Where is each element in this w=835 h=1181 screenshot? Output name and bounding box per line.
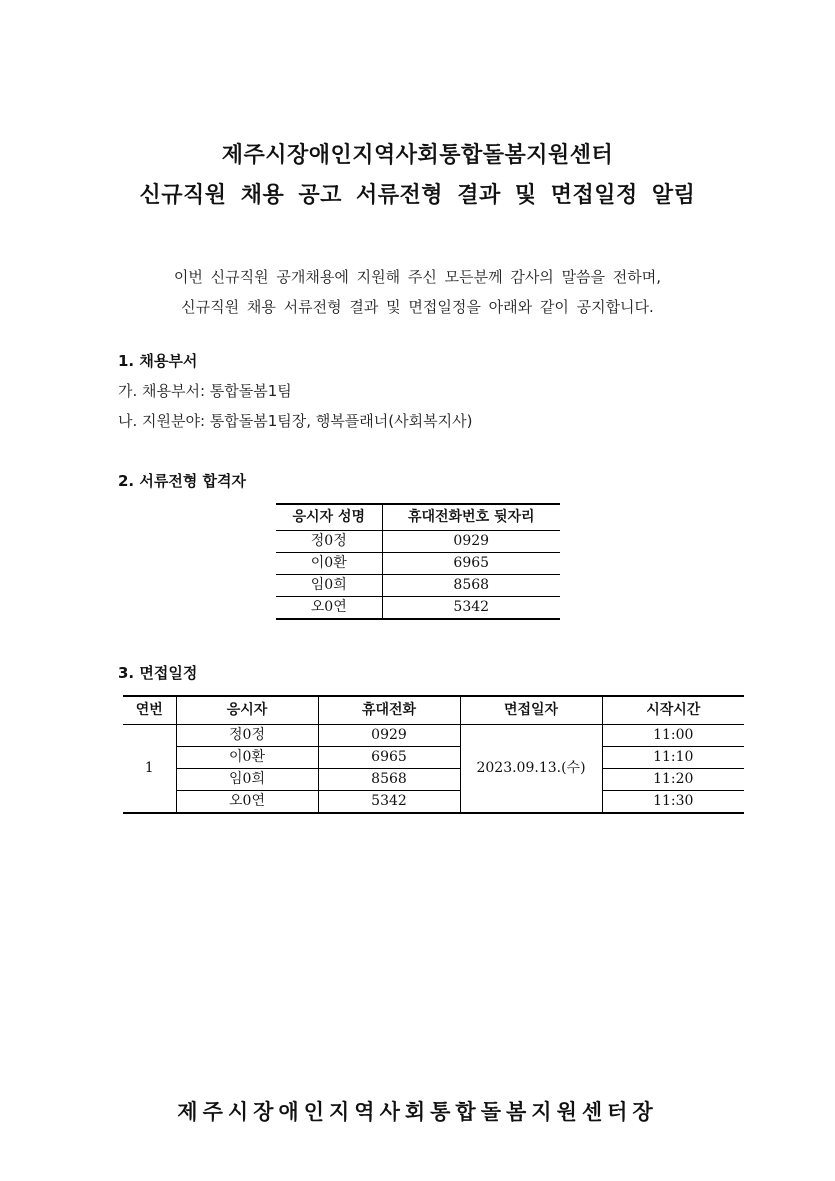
document-title-line1: 제주시장애인지역사회통합돌봄지원센터 <box>221 143 614 168</box>
table-row <box>123 791 744 814</box>
intro-line1: 이번 신규직원 공개채용에 지원해 주신 모든분께 감사의 말씀을 전하며, <box>173 268 662 286</box>
section-heading-department: 1. 채용부서 <box>118 352 198 370</box>
column-header-start-time: 시작시간 <box>602 696 744 725</box>
interview-date: 2023.09.13.(수) <box>460 725 602 814</box>
applicant-name: 임0희 <box>176 769 318 791</box>
column-header-name: 응시자 성명 <box>276 504 382 531</box>
phone-digits: 5342 <box>453 599 490 615</box>
serial-number: 1 <box>123 725 176 814</box>
applicant-name: 임0희 <box>276 575 382 597</box>
table-row <box>276 597 560 620</box>
table-header-row <box>276 504 560 531</box>
table-row <box>276 575 560 597</box>
phone-digits: 0929 <box>318 725 460 747</box>
start-time: 11:20 <box>602 769 744 791</box>
table-row <box>123 747 744 769</box>
start-time: 11:10 <box>602 747 744 769</box>
intro-line2: 신규직원 채용 서류전형 결과 및 면접일정을 아래와 같이 공지합니다. <box>181 298 654 316</box>
document-title-line2: 신규직원 채용 공고 서류전형 결과 및 면접일정 알림 <box>139 183 696 208</box>
table-header-row <box>123 696 744 725</box>
applicant-name: 이0환 <box>176 747 318 769</box>
table-row <box>276 553 560 575</box>
phone-digits: 6965 <box>382 553 560 575</box>
start-time: 11:00 <box>602 725 744 747</box>
applicant-name: 오0연 <box>276 597 382 620</box>
section-heading-interview: 3. 면접일정 <box>118 664 198 682</box>
footer-signature: 제주시장애인지역사회통합돌봄지원센터장 <box>177 1100 658 1124</box>
applicant-name: 정0정 <box>176 725 318 747</box>
applicant-name: 정0정 <box>276 531 382 553</box>
phone-digits: 5342 <box>318 791 460 814</box>
phone-digits: 0929 <box>382 531 560 553</box>
phone-digits: 8568 <box>318 769 460 791</box>
department-item: 가. 채용부서: 통합돌봄1팀 <box>118 382 292 400</box>
phone-digits: 6965 <box>318 747 460 769</box>
column-header-phone: 휴대전화 <box>318 696 460 725</box>
column-header-phone: 휴대전화번호 뒷자리 <box>382 504 560 531</box>
passers-table <box>276 503 560 620</box>
table-row <box>276 531 560 553</box>
table-row <box>123 769 744 791</box>
column-header-applicant: 응시자 <box>176 696 318 725</box>
section-heading-passers: 2. 서류전형 합격자 <box>118 472 247 490</box>
column-header-date: 면접일자 <box>460 696 602 725</box>
field-item: 나. 지원분야: 통합돌봄1팀장, 행복플래너(사회복지사) <box>118 412 473 430</box>
interview-schedule-table <box>123 695 744 814</box>
applicant-name: 이0환 <box>276 553 382 575</box>
column-header-serial: 연번 <box>123 696 176 725</box>
table-row <box>123 725 744 747</box>
phone-digits: 8568 <box>382 575 560 597</box>
applicant-name: 오0연 <box>176 791 318 814</box>
start-time: 11:30 <box>653 793 694 809</box>
